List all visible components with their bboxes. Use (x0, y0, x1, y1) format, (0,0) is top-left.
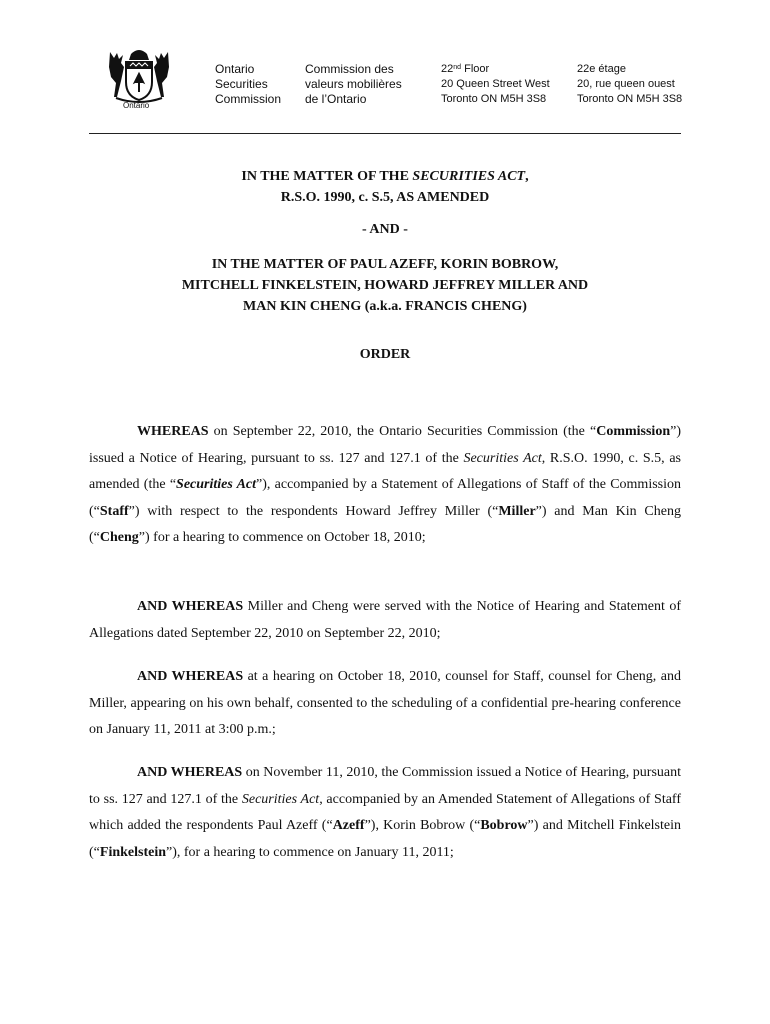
recital-paragraph-1: WHEREAS on September 22, 2010, the Ontario Securities Commission (the “Commission”) issued a Notice of Hearing, pursuant to ss. 127 and 127.1 of the Securities Act, R.S.O. 1990, c. S.5, as amended (the “Securities Act”), accompanied by a Statement of Allegations of Staff of the Commission (“Staff”) with respect to the respondents Howard Jeffrey Miller (“Miller”) and Man Kin Cheng (“Cheng”) for a hearing to commence on October 18, 2010; (89, 424, 681, 545)
logo-caption: Ontario (123, 101, 150, 110)
letterhead-french-address: 22e étage 20, rue queen ouest Toronto ON M5H 3S8 (577, 63, 683, 105)
and-separator: - AND - (362, 222, 408, 237)
recital-paragraph-4: AND WHEREAS on November 11, 2010, the Commission issued a Notice of Hearing, pursuant to ss. 127 and 127.1 of the Securities Act, accompanied by an Amended Statement of Allegations of Staff which added the respondents Paul Azeff (“Azeff”), Korin Bobrow (“Bobrow”) and Mitchell Finkelstein (“Finkelstein”), for a hearing to commence on January 11, 2011; (89, 765, 682, 860)
recital-paragraph-2: AND WHEREAS Miller and Cheng were served with the Notice of Hearing and Statement of Allegations dated September 22, 2010 on September 22, 2010; (89, 599, 682, 641)
respondents-heading: IN THE MATTER OF PAUL AZEFF, KORIN BOBROW, MITCHELL FINKELSTEIN, HOWARD JEFFREY MILLER AND MAN KIN CHENG (a.k.a. FRANCIS CHENG) (181, 257, 589, 314)
header-divider (89, 133, 681, 134)
matter-heading: IN THE MATTER OF THE SECURITIES ACT, R.S.O. 1990, c. S.5, AS AMENDED (241, 169, 529, 205)
order-title: ORDER (359, 347, 411, 362)
letterhead-english-name: Ontario Securities Commission (215, 62, 282, 106)
letterhead-english-address: 22nd Floor 20 Queen Street West Toronto ON M5H 3S8 (441, 63, 550, 105)
recital-paragraph-3: AND WHEREAS at a hearing on October 18, 2010, counsel for Staff, counsel for Cheng, and Miller, appearing on his own behalf, consented to the scheduling of a confidential pre-hearing conference on January 11, 2011 at 3:00 p.m.; (89, 669, 681, 737)
letterhead-french-name: Commission des valeurs mobilières de l’Ontario (305, 62, 402, 106)
